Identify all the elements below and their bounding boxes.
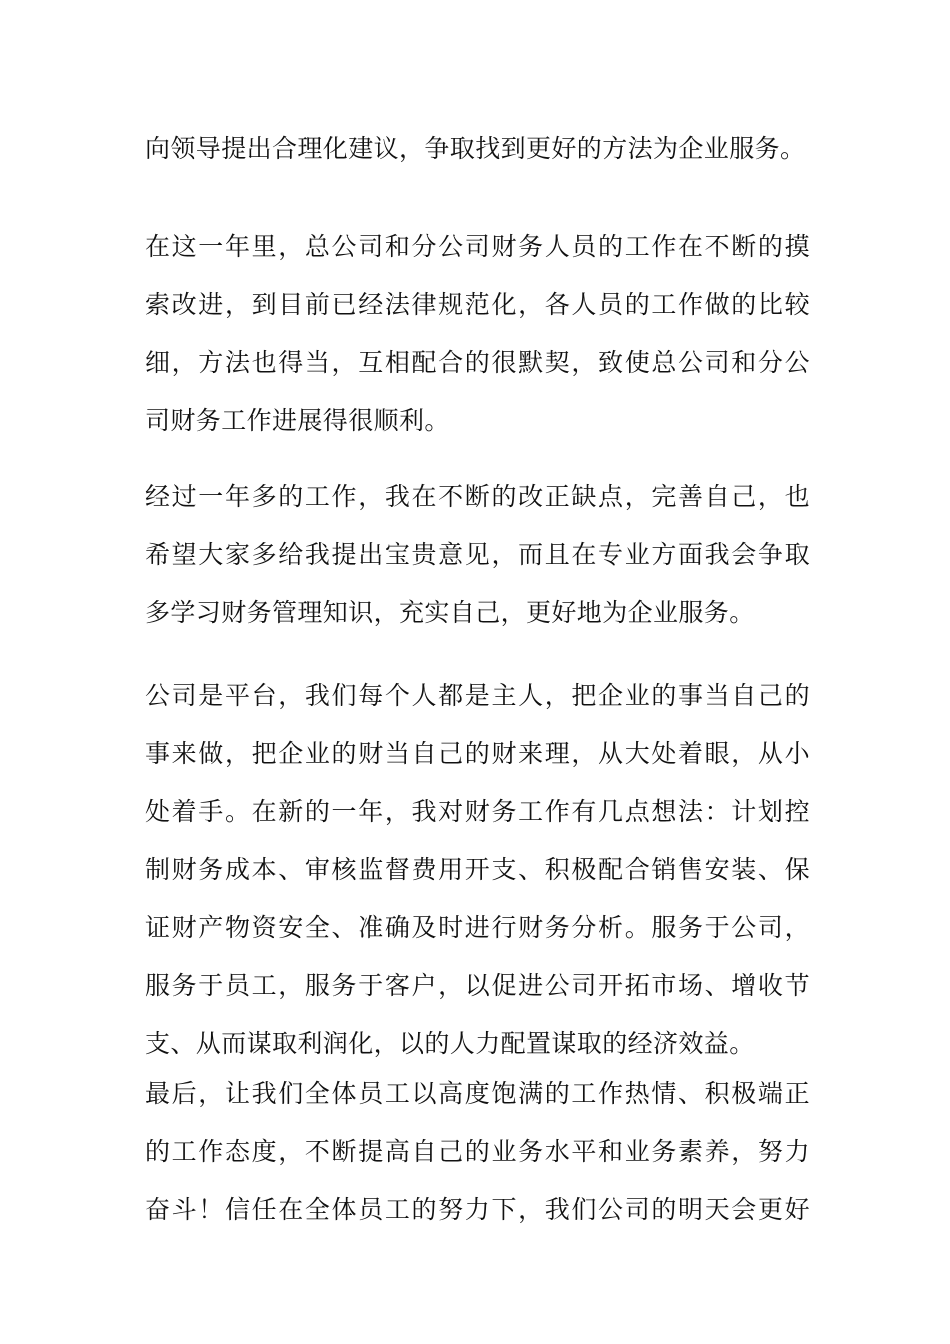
paragraph-line: 向领导提出合理化建议，争取找到更好的方法为企业服务。 (145, 134, 806, 163)
paragraph-line: 司财务工作进展得很顺利。 (145, 406, 450, 435)
paragraph-line: 证财产物资安全、准确及时进行财务分析。服务于公司， (145, 913, 810, 942)
paragraph-line: 事来做，把企业的财当自己的财来理，从大处着眼，从小 (145, 739, 810, 768)
paragraph-line: 制财务成本、审核监督费用开支、积极配合销售安装、保 (145, 855, 810, 884)
paragraph-line: 服务于员工，服务于客户，以促进公司开拓市场、增收节 (145, 971, 810, 1000)
paragraph-5 (145, 1065, 810, 1239)
paragraph-line: 处着手。在新的一年，我对财务工作有几点想法：计划控 (145, 797, 810, 826)
paragraph-line: 希望大家多给我提出宝贵意见，而且在专业方面我会争取 (145, 540, 810, 569)
paragraph-4 (145, 667, 810, 1073)
paragraph-line: 的工作态度，不断提高自己的业务水平和业务素养，努力 (145, 1137, 810, 1166)
paragraph-line: 公司是平台，我们每个人都是主人，把企业的事当自己的 (145, 681, 810, 710)
paragraph-line: 在这一年里，总公司和分公司财务人员的工作在不断的摸 (145, 232, 810, 261)
paragraph-line: 奋斗！信任在全体员工的努力下，我们公司的明天会更好 (145, 1195, 810, 1224)
paragraph-1 (145, 120, 810, 178)
paragraph-line: 最后，让我们全体员工以高度饱满的工作热情、积极端正 (145, 1079, 810, 1108)
paragraph-line: 多学习财务管理知识，充实自己，更好地为企业服务。 (145, 598, 755, 627)
paragraph-line: 细，方法也得当，互相配合的很默契，致使总公司和分公 (145, 348, 810, 377)
paragraph-line: 索改进，到目前已经法律规范化，各人员的工作做的比较 (145, 290, 810, 319)
paragraph-3 (145, 468, 810, 642)
paragraph-2 (145, 218, 810, 450)
paragraph-line: 支、从而谋取利润化，以的人力配置谋取的经济效益。 (145, 1029, 755, 1058)
paragraph-line: 经过一年多的工作，我在不断的改正缺点，完善自己，也 (145, 482, 810, 511)
